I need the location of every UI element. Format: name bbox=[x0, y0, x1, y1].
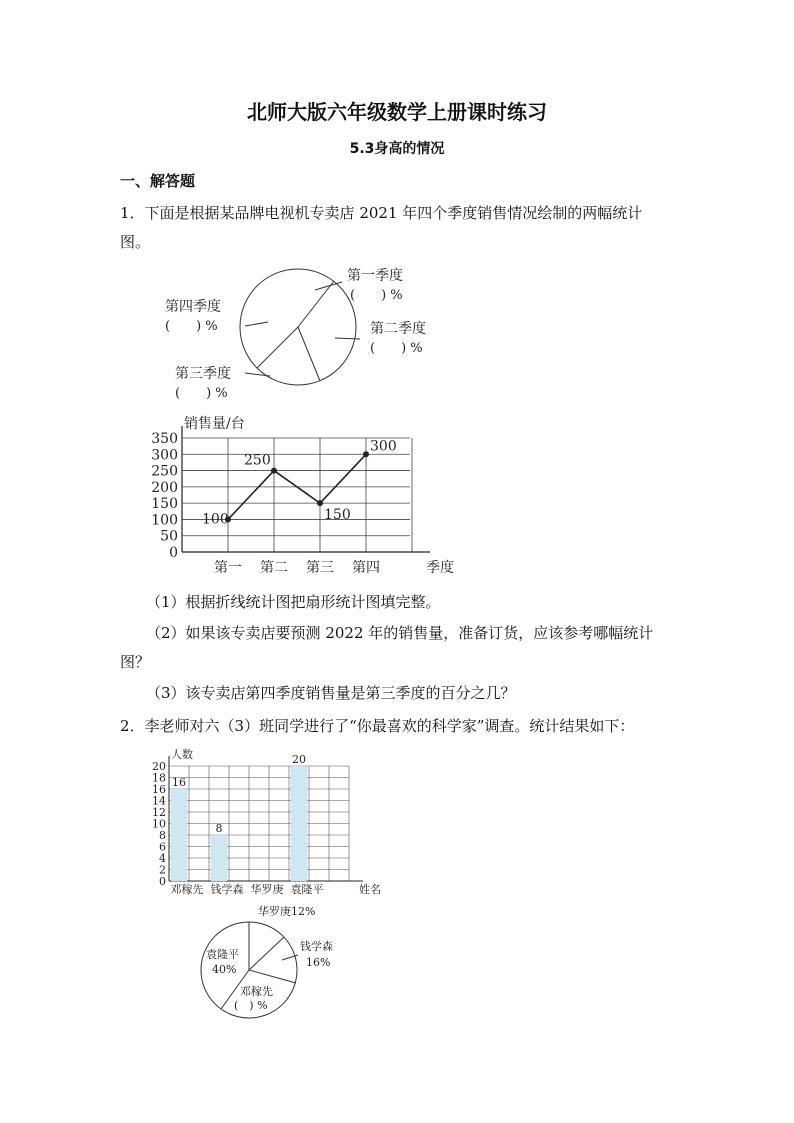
x-tick-label: 第二 bbox=[260, 560, 288, 576]
y-tick-label: 6 bbox=[159, 840, 166, 854]
x-tick-label: 第三 bbox=[306, 560, 334, 576]
line-chart-grid bbox=[182, 438, 412, 552]
pie-label-qianxuesen: 钱学森 bbox=[300, 940, 333, 953]
bar-chart-marks bbox=[171, 753, 324, 896]
y-tick-label: 20 bbox=[152, 760, 166, 773]
bar bbox=[291, 766, 307, 881]
q1-pie-chart bbox=[150, 260, 450, 410]
y-tick-label: 8 bbox=[159, 829, 166, 842]
pie-label-q2: 第二季度 bbox=[370, 321, 426, 337]
data-label: 100 bbox=[202, 511, 229, 528]
pie-pct-dengjiaxian: ( ) % bbox=[234, 999, 268, 1012]
pie-label-q4: 第四季度 bbox=[165, 299, 221, 315]
y-tick-label: 2 bbox=[159, 863, 166, 877]
data-label: 16 bbox=[172, 776, 186, 789]
y-tick-label: 16 bbox=[152, 783, 166, 796]
y-tick-label: 14 bbox=[152, 794, 166, 808]
x-tick-label: 袁隆平 bbox=[290, 883, 324, 896]
line-chart-axes bbox=[151, 415, 454, 576]
q1-pie-divider bbox=[257, 327, 298, 368]
q1-sub1: （1）根据折线统计图把扇形统计图填完整。 bbox=[146, 593, 441, 611]
q1-pie-divider bbox=[298, 327, 320, 381]
y-tick-label: 12 bbox=[152, 806, 166, 819]
line-chart-marks bbox=[202, 438, 397, 527]
pie-label-q1: 第一季度 bbox=[347, 268, 403, 284]
page-subtitle: 5.3身高的情况 bbox=[349, 141, 445, 157]
x-tick-label: 第一 bbox=[214, 560, 242, 576]
y-tick-label: 200 bbox=[151, 479, 178, 496]
q2-bar-chart bbox=[145, 748, 385, 896]
pie-label-dengjiaxian: 邓稼先 bbox=[240, 985, 273, 998]
y-tick-label: 150 bbox=[151, 496, 178, 513]
x-axis-label: 姓名 bbox=[359, 883, 381, 896]
bar bbox=[171, 789, 187, 881]
data-label: 20 bbox=[292, 753, 306, 766]
y-tick-label: 350 bbox=[151, 431, 178, 447]
data-label: 150 bbox=[324, 507, 351, 524]
x-tick-label: 第四 bbox=[352, 560, 380, 576]
x-axis-label: 季度 bbox=[426, 560, 454, 576]
pie-pct-yuanlongping: 40% bbox=[212, 963, 237, 976]
y-tick-label: 100 bbox=[151, 512, 178, 529]
pie-label-q3: 第三季度 bbox=[175, 366, 231, 382]
q2-stem: 2．李老师对六（3）班同学进行了“你最喜欢的科学家”调查。统计结果如下： bbox=[120, 717, 635, 735]
q1-pie-divider bbox=[298, 281, 334, 327]
section-heading: 一、解答题 bbox=[120, 172, 196, 190]
q1-sub2-line1: （2）如果该专卖店要预测 2022 年的销售量，准备订货，应该参考哪幅统计 bbox=[146, 624, 654, 642]
q2-pie-chart bbox=[190, 900, 350, 1030]
q2-pie-divider bbox=[249, 970, 296, 983]
pie-blank-q4: ( ) % bbox=[165, 319, 218, 334]
y-tick-label: 0 bbox=[169, 545, 178, 561]
y-tick-label: 10 bbox=[152, 817, 166, 831]
x-tick-label: 邓稼先 bbox=[170, 883, 204, 896]
data-label: 8 bbox=[215, 822, 223, 835]
y-tick-label: 300 bbox=[151, 447, 178, 464]
q1-sub3: （3）该专卖店第四季度销售量是第三季度的百分之几？ bbox=[146, 684, 516, 702]
q1-pie-leader bbox=[245, 322, 268, 326]
bar bbox=[211, 835, 227, 881]
pie-blank-q3: ( ) % bbox=[175, 386, 228, 401]
y-tick-label: 0 bbox=[159, 875, 166, 888]
q1-stem-line1: 1．下面是根据某品牌电视机专卖店 2021 年四个季度销售情况绘制的两幅统计 bbox=[120, 204, 643, 222]
y-tick-label: 4 bbox=[159, 852, 166, 865]
pie-label-hualuogeng: 华罗庚12% bbox=[258, 905, 316, 918]
q1-sub2-line2: 图？ bbox=[120, 653, 151, 671]
x-tick-label: 钱学森 bbox=[210, 883, 244, 896]
q1-pie-leader bbox=[245, 373, 270, 376]
q1-stem-line2: 图。 bbox=[120, 233, 151, 251]
q1-line-chart bbox=[140, 410, 460, 580]
q1-pie-leader bbox=[335, 338, 360, 339]
data-point bbox=[363, 451, 369, 457]
x-tick-label: 华罗庚 bbox=[250, 883, 284, 896]
y-axis-label: 人数 bbox=[171, 748, 193, 761]
data-label: 300 bbox=[370, 438, 397, 455]
data-point bbox=[317, 500, 323, 506]
q2-pie-divider bbox=[249, 937, 284, 970]
y-axis-label: 销售量/台 bbox=[184, 416, 245, 432]
y-tick-label: 18 bbox=[152, 771, 166, 785]
data-point bbox=[271, 468, 277, 474]
pie-pct-qianxuesen: 16% bbox=[306, 956, 331, 969]
pie-blank-q1: ( ) % bbox=[350, 288, 403, 303]
pie-blank-q2: ( ) % bbox=[370, 341, 423, 356]
y-tick-label: 250 bbox=[151, 463, 178, 480]
y-tick-label: 50 bbox=[160, 528, 178, 545]
pie-label-yuanlongping: 袁隆平 bbox=[206, 948, 239, 961]
data-label: 250 bbox=[244, 452, 271, 469]
page-title: 北师大版六年级数学上册课时练习 bbox=[247, 100, 547, 124]
